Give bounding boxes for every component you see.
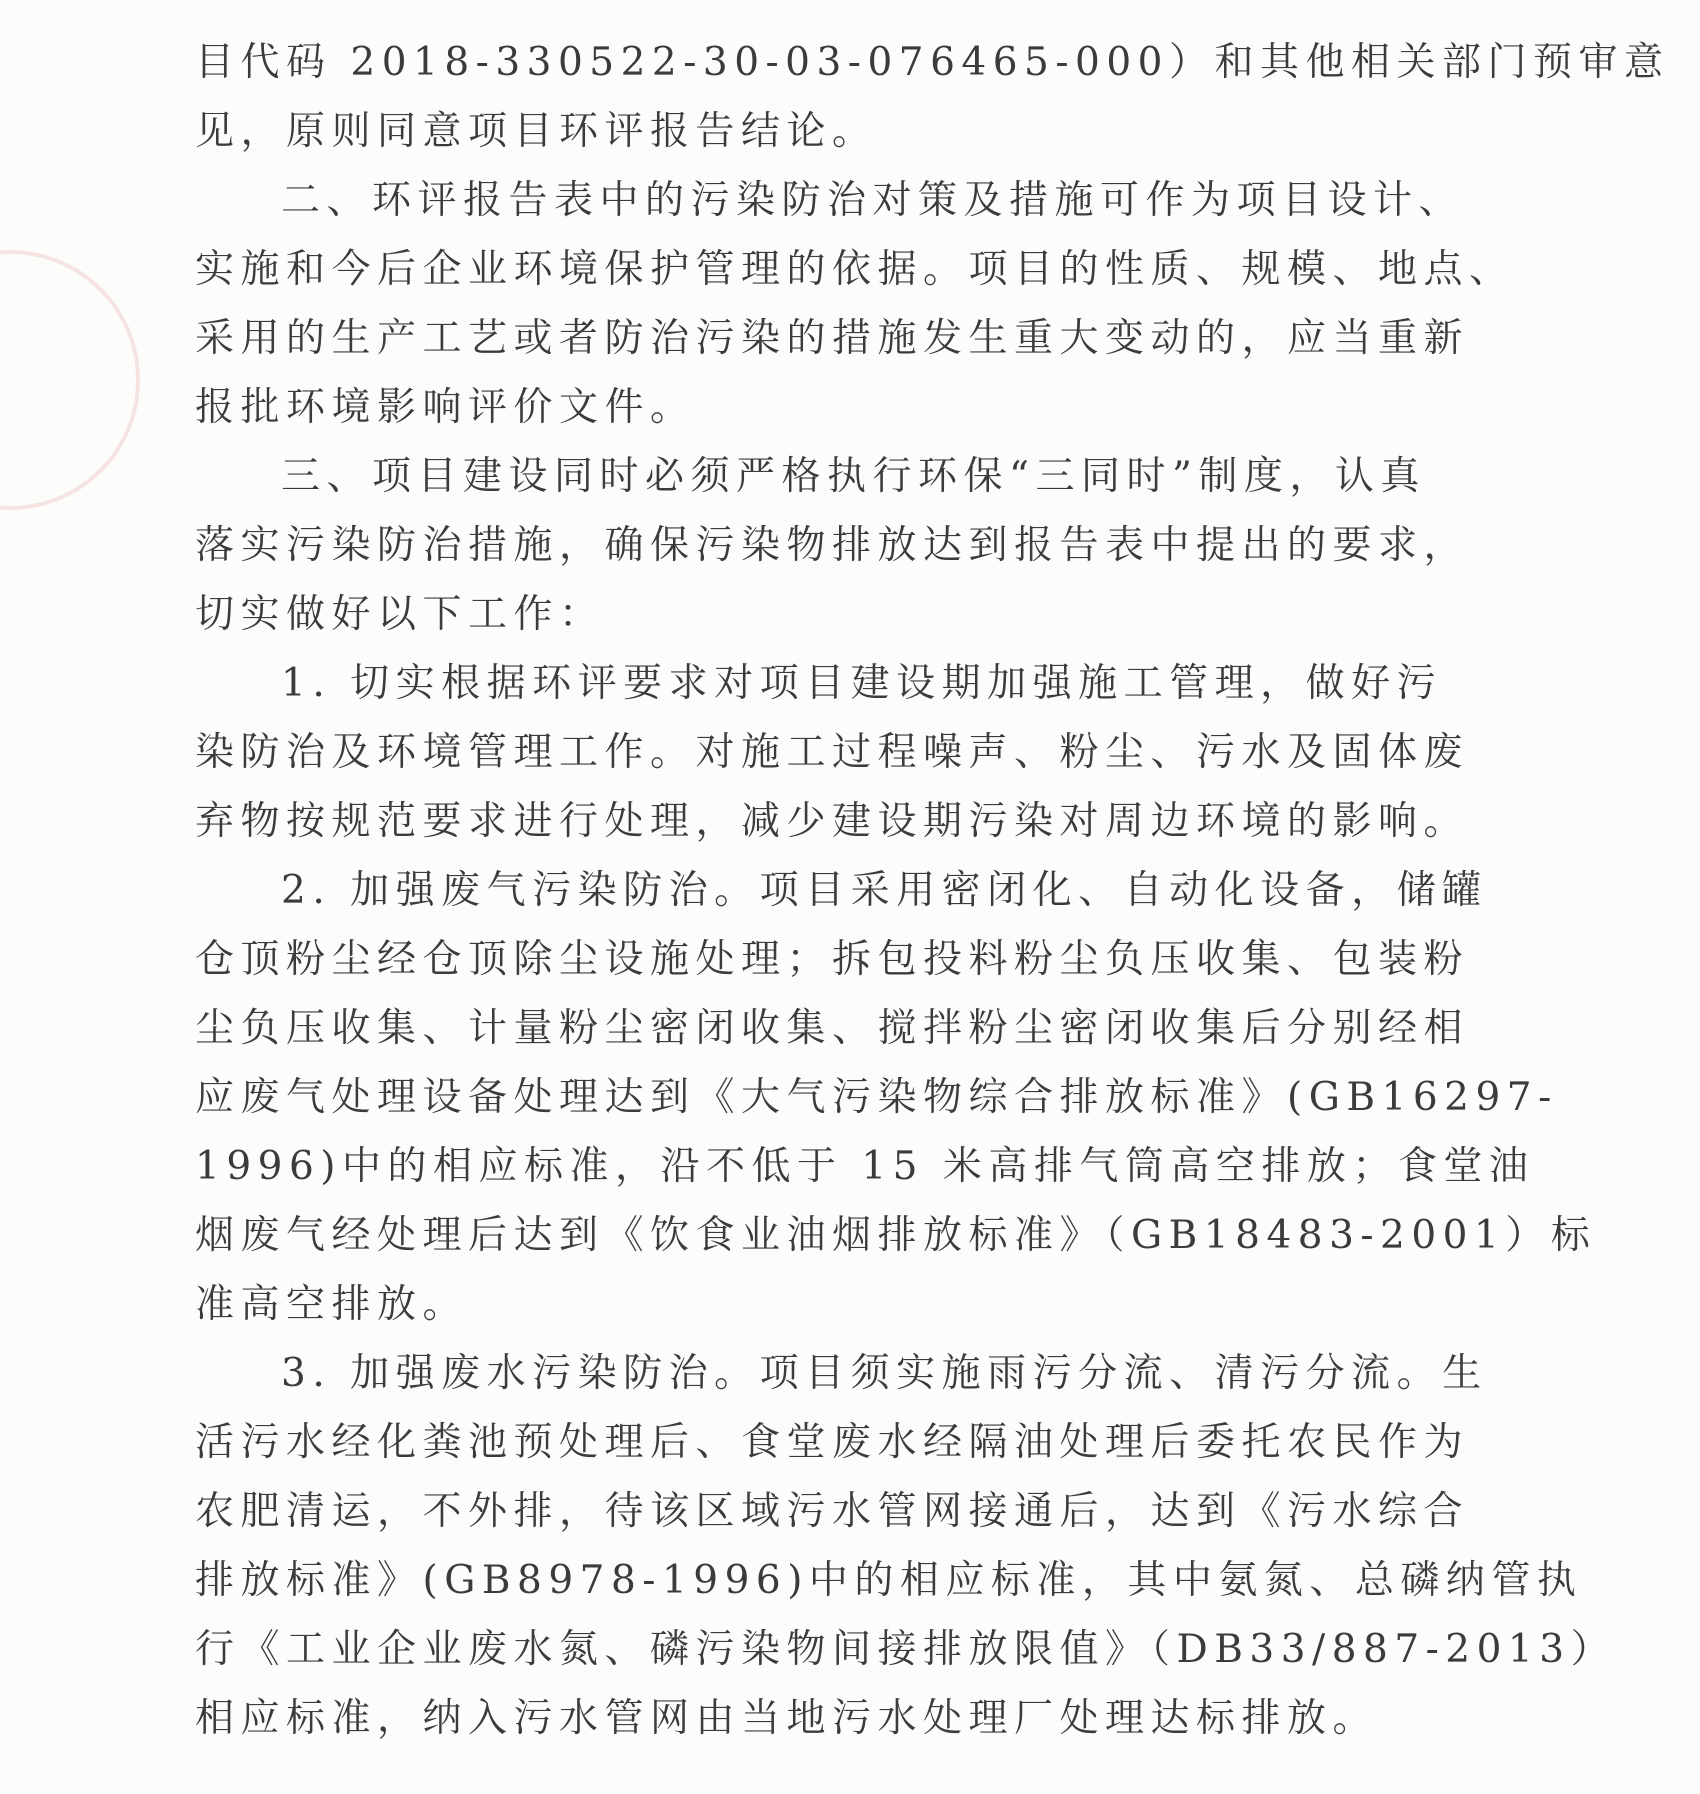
text-line: 落实污染防治措施，确保污染物排放达到报告表中提出的要求，	[195, 523, 1470, 568]
text-line: 染防治及环境管理工作。对施工过程噪声、粉尘、污水及固体废	[195, 730, 1470, 775]
document-body	[195, 28, 1670, 1753]
text-line: 切实做好以下工作：	[195, 592, 605, 637]
text-line: 弃物按规范要求进行处理，减少建设期污染对周边环境的影响。	[195, 799, 1470, 844]
text-line: 1. 切实根据环评要求对项目建设期加强施工管理，做好污	[281, 661, 1443, 706]
paragraph-item-1-construction	[195, 649, 1470, 856]
text-line: 二、环评报告表中的污染防治对策及措施可作为项目设计、	[281, 178, 1465, 223]
text-line: 相应标准，纳入污水管网由当地污水处理厂处理达标排放。	[195, 1696, 1379, 1741]
text-line: 采用的生产工艺或者防治污染的措施发生重大变动的，应当重新	[195, 316, 1470, 361]
text-line: 实施和今后企业环境保护管理的依据。项目的性质、规模、地点、	[195, 247, 1515, 292]
faded-seal-mark	[0, 250, 140, 510]
paragraph-item-3-waste-water	[195, 1339, 1617, 1753]
text-line: 见，原则同意项目环评报告结论。	[195, 109, 878, 154]
text-line: 2. 加强废气污染防治。项目采用密闭化、自动化设备，储罐	[281, 868, 1488, 913]
text-line: 农肥清运，不外排，待该区域污水管网接通后，达到《污水综合	[195, 1489, 1470, 1534]
text-line: 目代码 2018-330522-30-03-076465-000）和其他相关部门预审意	[195, 40, 1670, 85]
text-line: 三、项目建设同时必须严格执行环保“三同时”制度，认真	[281, 454, 1426, 499]
text-line: 仓顶粉尘经仓顶除尘设施处理；拆包投料粉尘负压收集、包装粉	[195, 937, 1470, 982]
text-line: 1996)中的相应标准，沿不低于 15 米高排气筒高空排放；食堂油	[195, 1144, 1535, 1189]
paragraph-item-2-waste-gas	[195, 856, 1597, 1339]
text-line: 尘负压收集、计量粉尘密闭收集、搅拌粉尘密闭收集后分别经相	[195, 1006, 1470, 1051]
text-line: 烟废气经处理后达到《饮食业油烟排放标准》（GB18483-2001）标	[195, 1213, 1597, 1258]
text-line: 3. 加强废水污染防治。项目须实施雨污分流、清污分流。生	[281, 1351, 1488, 1396]
paragraph-section-three	[195, 442, 1470, 649]
text-line: 报批环境影响评价文件。	[195, 385, 696, 430]
text-line: 活污水经化粪池预处理后、食堂废水经隔油处理后委托农民作为	[195, 1420, 1470, 1465]
text-line: 排放标准》(GB8978-1996)中的相应标准，其中氨氮、总磷纳管执	[195, 1558, 1583, 1603]
text-line: 准高空排放。	[195, 1282, 469, 1327]
paragraph-opinion-summary	[195, 28, 1670, 166]
text-line: 行《工业企业废水氮、磷污染物间接排放限值》（DB33/887-2013）	[195, 1627, 1617, 1672]
text-line: 应废气处理设备处理达到《大气污染物综合排放标准》(GB16297-	[195, 1075, 1558, 1120]
paragraph-section-two	[195, 166, 1515, 442]
